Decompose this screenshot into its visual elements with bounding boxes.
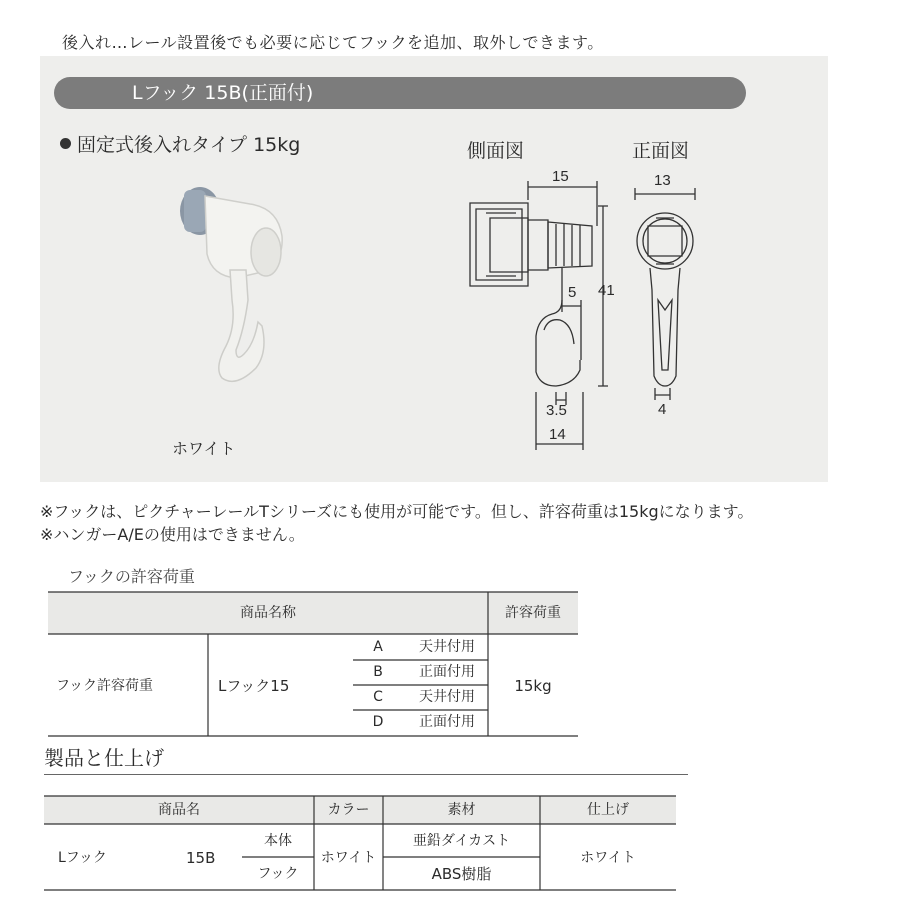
note-1: ※フックは、ピクチャーレールTシリーズにも使用が可能です。但し、許容荷重は15kgになります。 [40,502,754,521]
variant-mount: 天井付用 [419,689,475,705]
side-view-title: 側面図 [467,140,525,162]
load-header-load: 許容荷重 [505,605,561,621]
variant-code: C [373,689,383,705]
finish-section-title: 製品と仕上げ [44,746,164,770]
type-label-text: 固定式後入れタイプ 15kg [77,134,301,156]
finish-color: ホワイト [320,850,377,866]
load-value: 15kg [514,677,552,695]
finish-model: 15B [186,849,216,867]
finish-material: 亜鉛ダイカスト [412,833,511,849]
finish-header-material: 素材 [447,802,476,818]
note-2: ※ハンガーA/Eの使用はできません。 [40,525,305,544]
front-view-title: 正面図 [632,140,690,162]
variant-code: B [373,664,383,680]
load-row-label: フック許容荷重 [56,678,154,694]
dim-hook-tip: 3.5 [546,402,567,419]
dim-front-width: 13 [654,172,671,189]
color-caption: ホワイト [172,439,236,458]
variant-code: A [373,639,383,655]
product-banner-text: Lフック 15B(正面付) [132,82,314,104]
finish-header-name: 商品名 [158,802,200,818]
finish-header-finish: 仕上げ [587,802,629,818]
load-product: Lフック15 [218,677,290,695]
dim-height: 41 [598,282,615,299]
dim-hook-gap: 5 [568,284,577,301]
finish-header-color: カラー [327,802,370,818]
dim-hook-width: 14 [549,426,566,443]
finish-finish: ホワイト [580,850,636,866]
intro-text: 後入れ…レール設置後でも必要に応じてフックを追加、取外しできます。 [62,33,604,52]
variant-mount: 天井付用 [419,639,475,655]
variant-mount: 正面付用 [419,714,475,730]
finish-part: フック [257,866,299,882]
finish-material: ABS樹脂 [431,865,492,883]
dim-front-thickness: 4 [658,401,667,418]
finish-product: Lフック [58,850,107,866]
variant-mount: 正面付用 [419,664,475,680]
finish-part: 本体 [264,833,292,849]
dim-side-width: 15 [552,168,569,185]
load-table-caption: フックの許容荷重 [68,567,195,586]
variant-code: D [372,714,384,730]
load-header-name: 商品名称 [240,605,296,621]
